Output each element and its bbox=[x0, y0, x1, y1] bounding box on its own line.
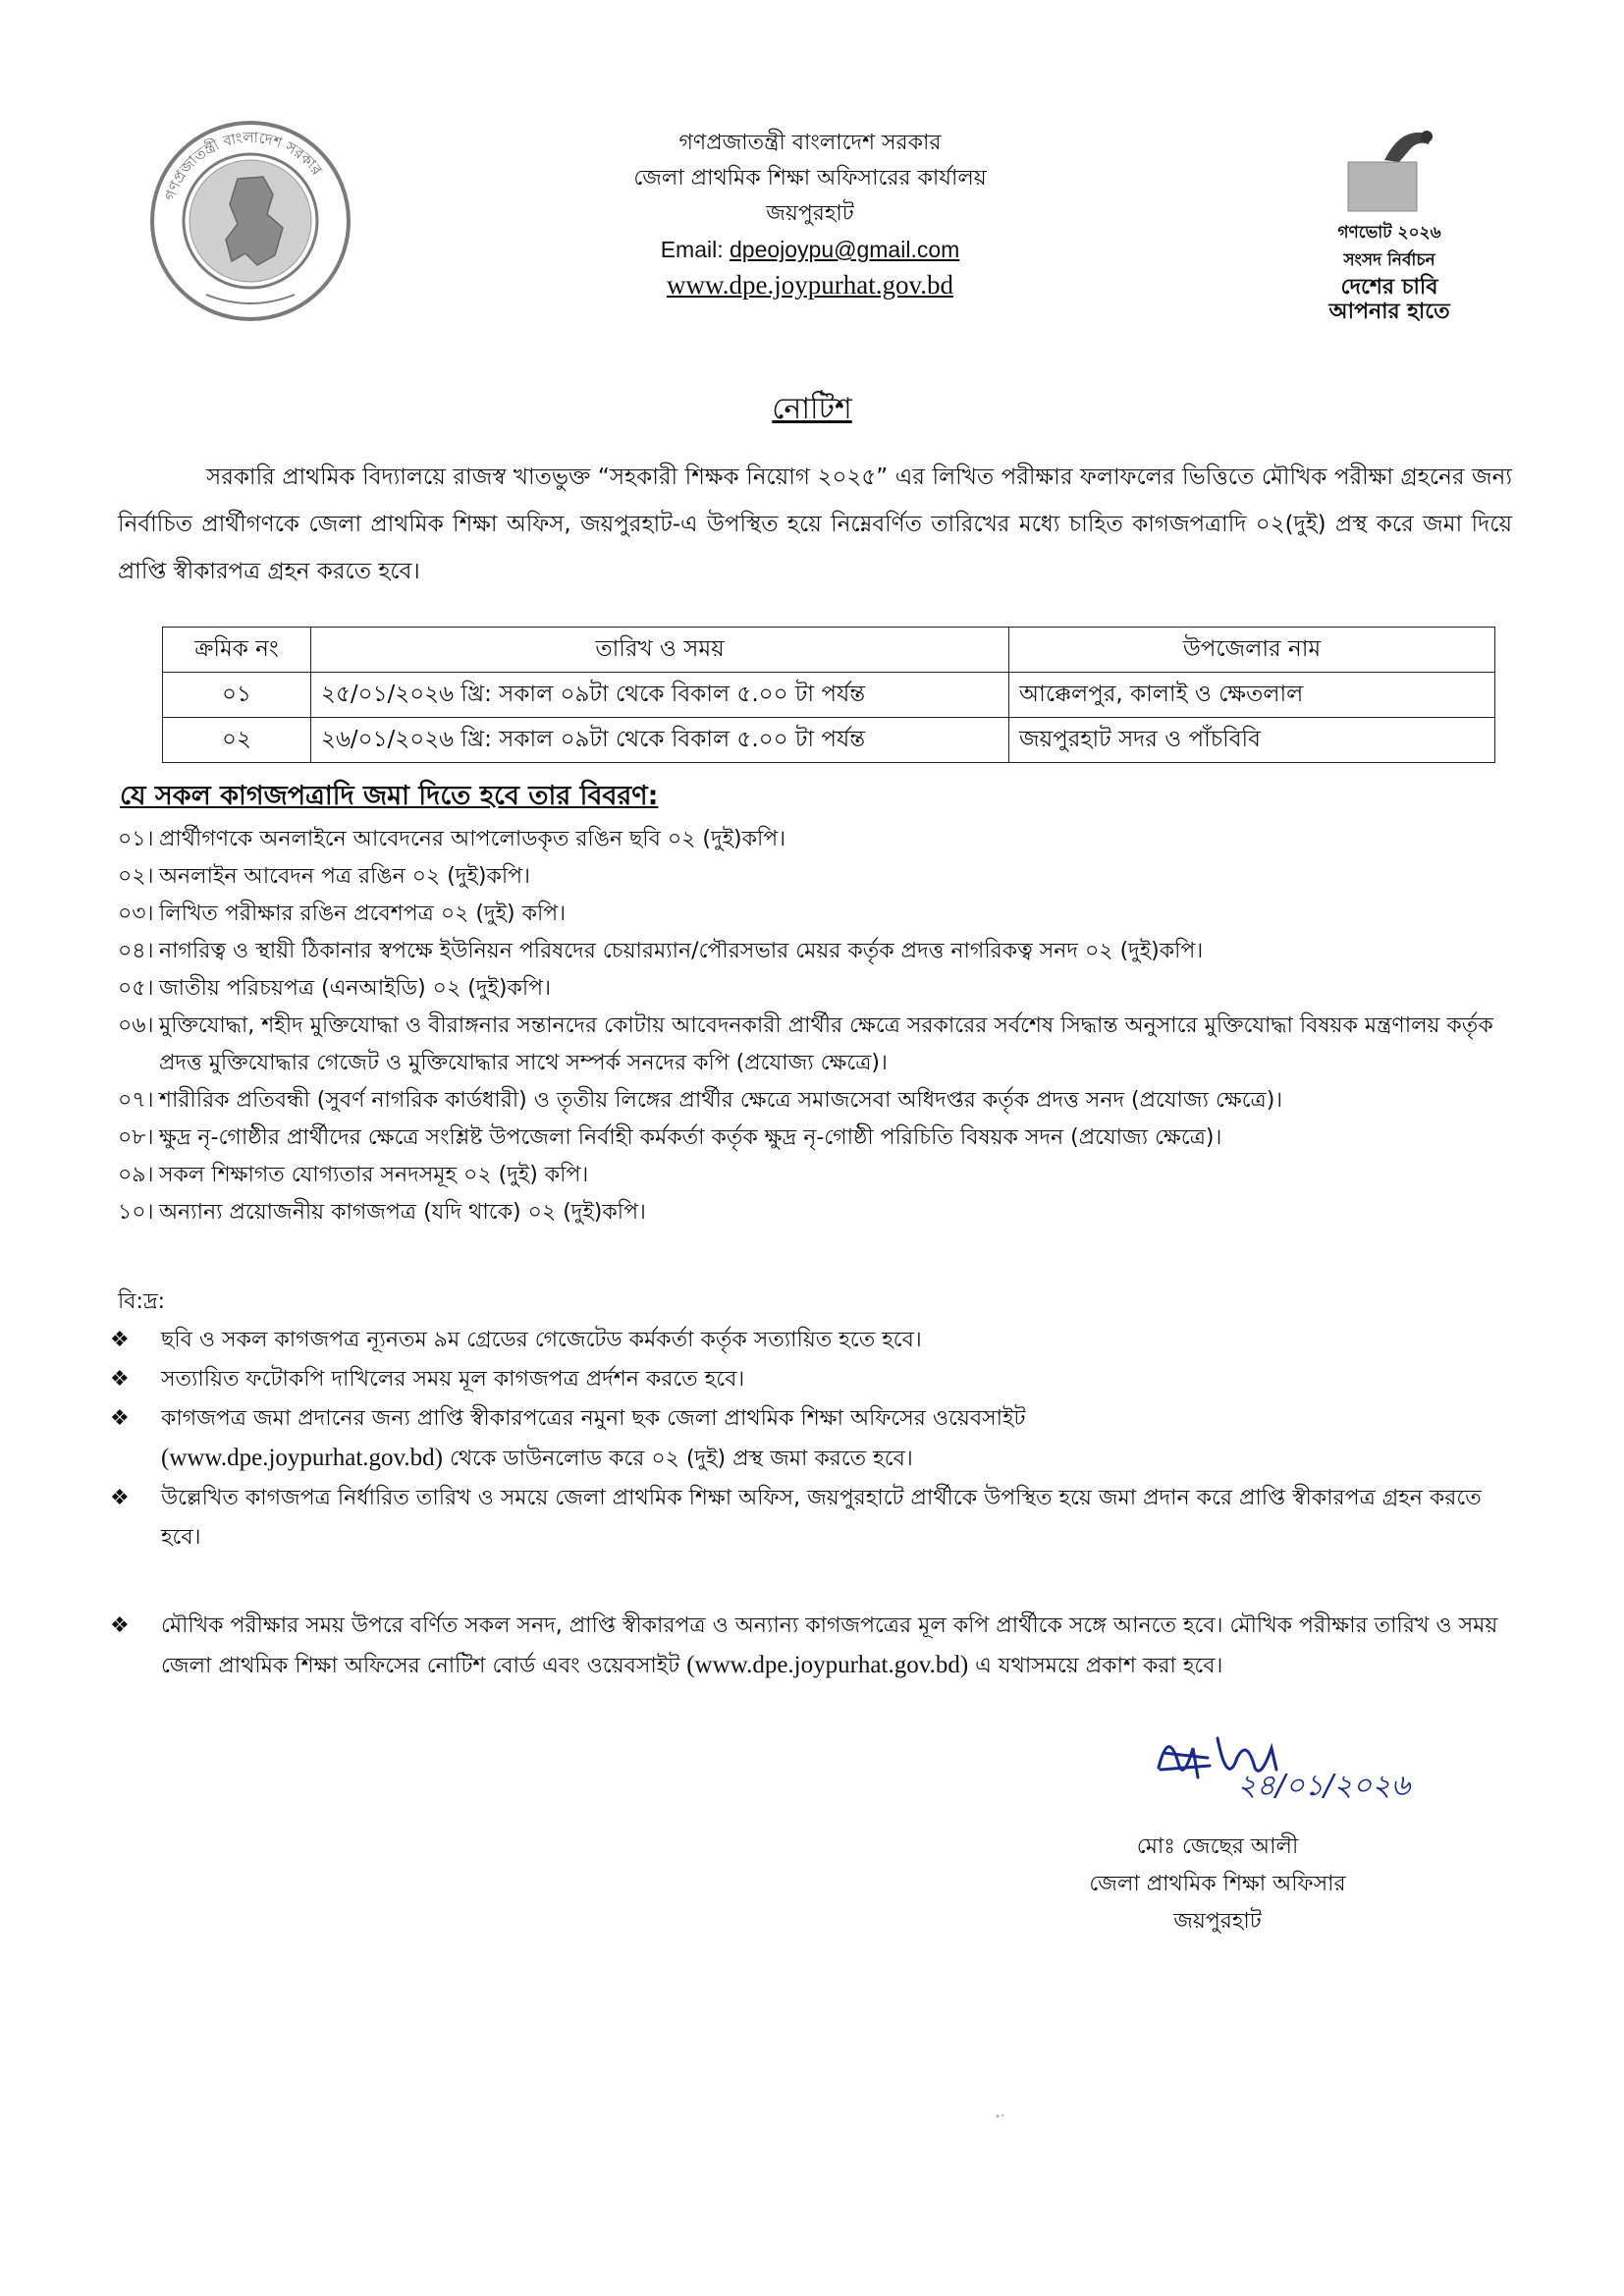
documents-heading: যে সকল কাগজপত্রাদি জমা দিতে হবে তার বিবরণ: bbox=[120, 781, 659, 811]
item-number: ১০। bbox=[118, 1200, 154, 1225]
handwritten-signature bbox=[1139, 1709, 1434, 1817]
cell-date-time: ২৫/০১/২০২৬ খ্রি: সকাল ০৯টা থেকে বিকাল ৫.০০ টা পর্যন্ত bbox=[311, 673, 1009, 718]
website-link[interactable]: (www.dpe.joypurhat.gov.bd) bbox=[686, 1652, 969, 1678]
cell-date-time: ২৬/০১/২০২৬ খ্রি: সকাল ০৯টা থেকে বিকাল ৫.০০ টা পর্যন্ত bbox=[311, 718, 1009, 763]
list-item bbox=[110, 1479, 1524, 1558]
election-slogan-1: দেশের চাবি bbox=[1340, 275, 1438, 300]
note-label: বি:দ্র: bbox=[118, 1289, 165, 1314]
schedule-table bbox=[162, 627, 1495, 763]
seal-text: গণপ্রজাতন্ত্রী বাংলাদেশ সরকার bbox=[161, 128, 326, 203]
government-name: গণপ্রজাতন্ত্রী বাংলাদেশ সরকার bbox=[678, 131, 942, 155]
item-number: ০৩। bbox=[118, 902, 154, 926]
note-text: সত্যায়িত ফটোকপি দাখিলের সময় মূল কাগজপত্র প্রর্দশন করতে হবে। bbox=[161, 1367, 745, 1392]
note-text-part: এ যথাসময়ে প্রকাশ করা হবে। bbox=[968, 1654, 1223, 1678]
list-item bbox=[118, 1120, 1522, 1157]
office-name: জেলা প্রাথমিক শিক্ষা অফিসারের কার্যালয় bbox=[633, 166, 987, 191]
list-item bbox=[118, 1157, 1522, 1194]
list-item bbox=[110, 1607, 1524, 1686]
bullet-diamond-icon: ❖ bbox=[110, 1486, 130, 1510]
signatory-designation: জেলা প্রাথমিক শিক্ষা অফিসার bbox=[1089, 1872, 1346, 1896]
election-badge bbox=[1296, 123, 1483, 324]
list-item bbox=[118, 1082, 1522, 1120]
table-row bbox=[163, 718, 1495, 763]
list-item bbox=[110, 1399, 1524, 1479]
notice-title: নোটিশ bbox=[772, 392, 852, 426]
list-item bbox=[110, 1360, 1524, 1399]
note-text: উল্লেখিত কাগজপত্র নির্ধারিত তারিখ ও সময়ে জেলা প্রাথমিক শিক্ষা অফিস, জয়পুরহাটে প্রার্থীকে উপস্থিত হয়ে জমা প্রদান করে প্রাপ্তি স্বীকারপত্র গ্রহন করতে হবে। bbox=[161, 1486, 1482, 1550]
list-item bbox=[118, 933, 1522, 970]
cell-upazila: আক্কেলপুর, কালাই ও ক্ষেতলাল bbox=[1009, 673, 1495, 718]
item-text: প্রার্থীগণকে অনলাইনে আবেদনের আপলোডকৃত রঙিন ছবি ০২ (দুই)কপি। bbox=[159, 827, 786, 851]
list-item bbox=[118, 970, 1522, 1008]
email-label: Email: bbox=[660, 237, 730, 262]
item-text: অনলাইন আবেদন পত্র রঙিন ০২ (দুই)কপি। bbox=[159, 864, 530, 889]
election-slogan-2: আপনার হাতে bbox=[1328, 300, 1450, 324]
email-line bbox=[491, 232, 1129, 267]
bullet-diamond-icon: ❖ bbox=[110, 1613, 130, 1638]
cell-serial: ০২ bbox=[163, 718, 311, 763]
bullet-diamond-icon: ❖ bbox=[110, 1367, 130, 1392]
website-link[interactable]: (www.dpe.joypurhat.gov.bd) bbox=[161, 1445, 443, 1471]
item-text: সকল শিক্ষাগত যোগ্যতার সনদসমূহ ০২ (দুই) কপি। bbox=[159, 1163, 589, 1187]
paper-smudge bbox=[994, 2111, 1007, 2121]
item-text: অন্যান্য প্রয়োজনীয় কাগজপত্র (যদি থাকে) ০২ (দুই)কপি। bbox=[159, 1200, 646, 1225]
signatory-name: মোঃ জেছের আলী bbox=[1136, 1834, 1299, 1859]
item-text: ক্ষুদ্র নৃ-গোষ্ঠীর প্রার্থীদের ক্ষেত্রে সংশ্লিষ্ট উপজেলা নির্বাহী কর্মকর্তা কর্তৃক ক্ষুদ্র নৃ-গোষ্ঠী পরিচিতি বিষয়ক সদন (প্রযোজ্য ক্ষেত্রে)। bbox=[159, 1125, 1222, 1150]
notes-list bbox=[110, 1321, 1524, 1558]
item-number: ০৬। bbox=[118, 1013, 154, 1038]
item-number: ০৮। bbox=[118, 1125, 154, 1150]
list-item bbox=[118, 896, 1522, 933]
cell-upazila: জয়পুরহাট সদর ও পাঁচবিবি bbox=[1009, 718, 1495, 763]
list-item bbox=[110, 1321, 1524, 1360]
note-text-part: মৌখিক পরীক্ষার সময় উপরে বর্ণিত সকল সনদ, প্রাপ্তি স্বীকারপত্র ও অন্যান্য কাগজপত্রের মূল কপি প্রার্থীকে সঙ্গে আনতে হবে। মৌখিক পরীক্ষার তারিখ ও সময় জেলা প্রাথমিক শিক্ষা অফিসের নোটিশ বোর্ড এবং ওয়েবসাইট bbox=[161, 1613, 1498, 1678]
note-text-part: থেকে ডাউনলোড করে ০২ (দুই) প্রস্থ জমা করতে হবে। bbox=[442, 1447, 913, 1471]
note-text-part: কাগজপত্র জমা প্রদানের জন্য প্রাপ্তি স্বীকারপত্রের নমুনা ছক জেলা প্রাথমিক শিক্ষা অফিসের ওয়েবসাইট bbox=[161, 1406, 1026, 1431]
list-item bbox=[118, 1008, 1522, 1082]
item-text: জাতীয় পরিচয়পত্র (এনআইডি) ০২ (দুই)কপি। bbox=[159, 976, 551, 1001]
table-header-row bbox=[163, 628, 1495, 673]
item-number: ০১। bbox=[118, 827, 154, 851]
item-text: লিখিত পরীক্ষার রঙিন প্রবেশপত্র ০২ (দুই) কপি। bbox=[159, 902, 567, 926]
item-text: নাগরিত্ব ও স্থায়ী ঠিকানার স্বপক্ষে ইউনিয়ন পরিষদের চেয়ারম্যান/পৌরসভার মেয়র কর্তৃক প্রদত্ত নাগরিকত্ব সনদ ০২ (দুই)কপি। bbox=[159, 939, 1204, 963]
website-link[interactable]: www.dpe.joypurhat.gov.bd bbox=[667, 270, 953, 300]
cell-serial: ০১ bbox=[163, 673, 311, 718]
documents-list bbox=[118, 821, 1522, 1231]
bullet-diamond-icon: ❖ bbox=[110, 1406, 130, 1431]
item-text: মুক্তিযোদ্ধা, শহীদ মুক্তিযোদ্ধা ও বীরাঙ্গনার সন্তানদের কোটায় আবেদনকারী প্রার্থীর ক্ষেত্রে সরকারের সর্বশেষ সিদ্ধান্ত অনুসারে মুক্তিযোদ্ধা বিষয়ক মন্ত্রণালয় কর্তৃক প্রদত্ত মুক্তিযোদ্ধার গেজেট ও মুক্তিযোদ্ধার সাথে সম্পর্ক সনদের কপি (প্রযোজ্য ক্ষেত্রে)। bbox=[159, 1013, 1493, 1075]
item-number: ০৭। bbox=[118, 1088, 154, 1113]
item-number: ০৯। bbox=[118, 1163, 154, 1187]
signature-date: ২৪/০১/২০২৬ bbox=[1237, 1769, 1411, 1803]
list-item bbox=[118, 821, 1522, 858]
note-text bbox=[161, 1399, 1524, 1479]
signatory-block bbox=[1041, 1829, 1394, 1941]
column-header-serial: ক্রমিক নং bbox=[163, 628, 311, 673]
notes-list-2 bbox=[110, 1607, 1524, 1686]
column-header-date-time: তারিখ ও সময় bbox=[311, 628, 1009, 673]
table-row bbox=[163, 673, 1495, 718]
notice-intro: সরকারি প্রাথমিক বিদ্যালয়ে রাজস্ব খাতভুক্ত “সহকারী শিক্ষক নিয়োগ ২০২৫” এর লিখিত পরীক্ষার ফলাফলের ভিত্তিতে মৌখিক পরীক্ষা গ্রহনের জন্য নির্বাচিত প্রার্থীগণকে জেলা প্রাথমিক শিক্ষা অফিস, জয়পুরহাট-এ উপস্থিত হয়ে নিম্নেবর্ণিত তারিখের মধ্যে চাহিত কাগজপত্রাদি ০২(দুই) প্রস্থ করে জমা দিয়ে প্রাপ্তি স্বীকারপত্র গ্রহন করতে হবে। bbox=[118, 465, 1512, 584]
bullet-diamond-icon: ❖ bbox=[110, 1328, 130, 1352]
note-text bbox=[161, 1607, 1524, 1686]
ballot-box-icon bbox=[1330, 123, 1448, 216]
email-link[interactable]: dpeojoypu@gmail.com bbox=[729, 237, 960, 262]
note-text: ছবি ও সকল কাগজপত্র ন্যূনতম ৯ম গ্রেডের গেজেটেড কর্মকর্তা কর্তৃক সত্যায়িত হতে হবে। bbox=[161, 1328, 922, 1352]
item-number: ০৪। bbox=[118, 939, 154, 963]
election-label: সংসদ নির্বাচন bbox=[1343, 250, 1435, 270]
item-number: ০৫। bbox=[118, 976, 154, 1001]
list-item bbox=[118, 1194, 1522, 1231]
government-seal-icon bbox=[147, 118, 353, 324]
referendum-label: গণভোট ২০২৬ bbox=[1337, 223, 1441, 243]
column-header-upazila: উপজেলার নাম bbox=[1009, 628, 1495, 673]
item-number: ০২। bbox=[118, 864, 154, 889]
signatory-place: জয়পুরহাট bbox=[1173, 1909, 1262, 1934]
office-header bbox=[491, 126, 1129, 302]
item-text: শারীরিক প্রতিবন্ধী (সুবর্ণ নাগরিক কার্ডধারী) ও তৃতীয় লিঙ্গের প্রার্থীর ক্ষেত্রে সমাজসেবা অধিদপ্তর কর্তৃক প্রদত্ত সনদ (প্রযোজ্য ক্ষেত্রে)। bbox=[159, 1088, 1283, 1113]
office-location: জয়পুরহাট bbox=[766, 201, 854, 226]
list-item bbox=[118, 858, 1522, 896]
